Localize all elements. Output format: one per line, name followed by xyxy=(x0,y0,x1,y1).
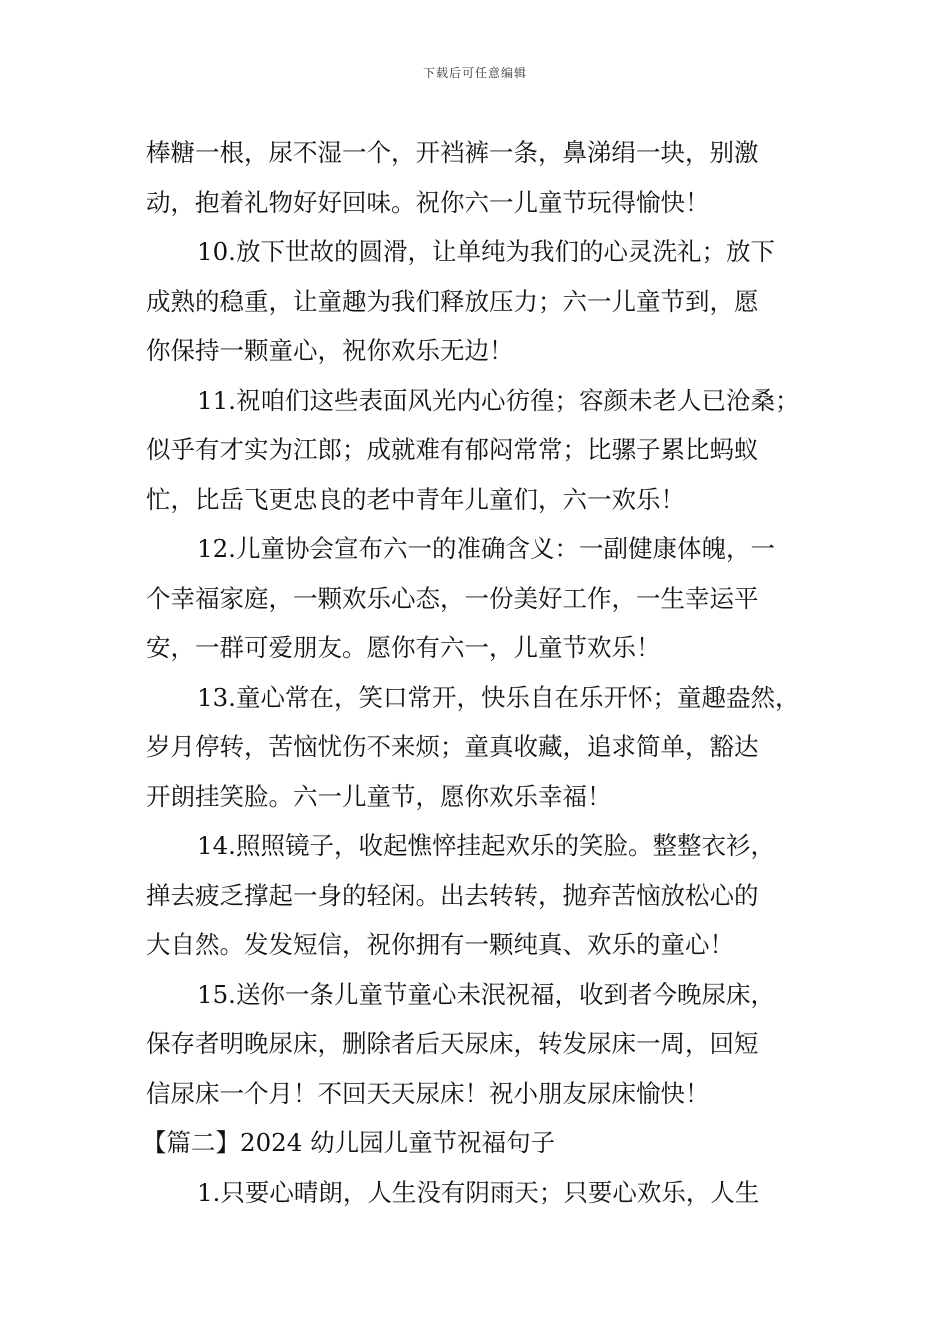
text-line: 14.照照镜子，收起憔悴挂起欢乐的笑脸。整整衣衫， xyxy=(197,831,775,860)
text-line: 大自然。发发短信，祝你拥有一颗纯真、欢乐的童心！ xyxy=(146,930,734,959)
text-line: 15.送你一条儿童节童心未泯祝福，收到者今晚尿床， xyxy=(197,979,775,1009)
text-line: 1.只要心晴朗，人生没有阴雨天；只要心欢乐，人生 xyxy=(197,1177,760,1207)
text-line: 你保持一颗童心，祝你欢乐无边！ xyxy=(146,336,514,365)
text-line: 保存者明晚尿床，删除者后天尿床，转发尿床一周，回短 xyxy=(146,1029,759,1058)
text-line: 12.儿童协会宣布六一的准确含义：一副健康体魄，一 xyxy=(197,534,775,563)
paragraph-item-11 xyxy=(146,376,826,525)
paragraph-item-10 xyxy=(146,227,826,376)
page-header-note: 下载后可任意编辑 xyxy=(422,66,527,80)
section-heading xyxy=(142,1118,826,1168)
text-line: 动，抱着礼物好好回味。祝你六一儿童节玩得愉快！ xyxy=(146,187,710,217)
paragraph-item-13 xyxy=(146,673,826,822)
text-line: 安，一群可爱朋友。愿你有六一，儿童节欢乐！ xyxy=(146,633,661,662)
text-line: 13.童心常在，笑口常开，快乐自在乐开怀；童趣盎然， xyxy=(197,682,800,712)
section-title: 【篇二】2024 幼儿园儿童节祝福句子 xyxy=(142,1128,556,1157)
text-line: 似乎有才实为江郎；成就难有郁闷常常；比骡子累比蚂蚁 xyxy=(146,435,759,464)
paragraph-item-15 xyxy=(146,970,826,1119)
paragraph-section-item-1 xyxy=(146,1168,826,1218)
text-line: 信尿床一个月！不回天天尿床！祝小朋友尿床愉快！ xyxy=(146,1078,710,1108)
text-line: 开朗挂笑脸。六一儿童节，愿你欢乐幸福！ xyxy=(146,781,612,811)
paragraph-item-14 xyxy=(146,821,826,970)
document-body xyxy=(142,128,826,1217)
text-line: 掸去疲乏撑起一身的轻闲。出去转转，抛弃苦恼放松心的 xyxy=(146,880,759,910)
text-line: 棒糖一根，尿不湿一个，开裆裤一条，鼻涕绢一块，别激 xyxy=(146,138,759,167)
paragraph-item-12 xyxy=(146,524,826,673)
paragraph-continued xyxy=(146,128,826,227)
text-line: 个幸福家庭，一颗欢乐心态，一份美好工作，一生幸运平 xyxy=(146,583,759,613)
text-line: 岁月停转，苦恼忧伤不来烦；童真收藏，追求简单，豁达 xyxy=(146,732,759,761)
text-line: 11.祝咱们这些表面风光内心彷徨；容颜未老人已沧桑； xyxy=(197,385,800,415)
text-line: 10.放下世故的圆滑，让单纯为我们的心灵洗礼；放下 xyxy=(197,237,775,266)
text-line: 成熟的稳重，让童趣为我们释放压力；六一儿童节到，愿 xyxy=(146,286,759,316)
text-line: 忙，比岳飞更忠良的老中青年儿童们，六一欢乐！ xyxy=(146,484,685,514)
